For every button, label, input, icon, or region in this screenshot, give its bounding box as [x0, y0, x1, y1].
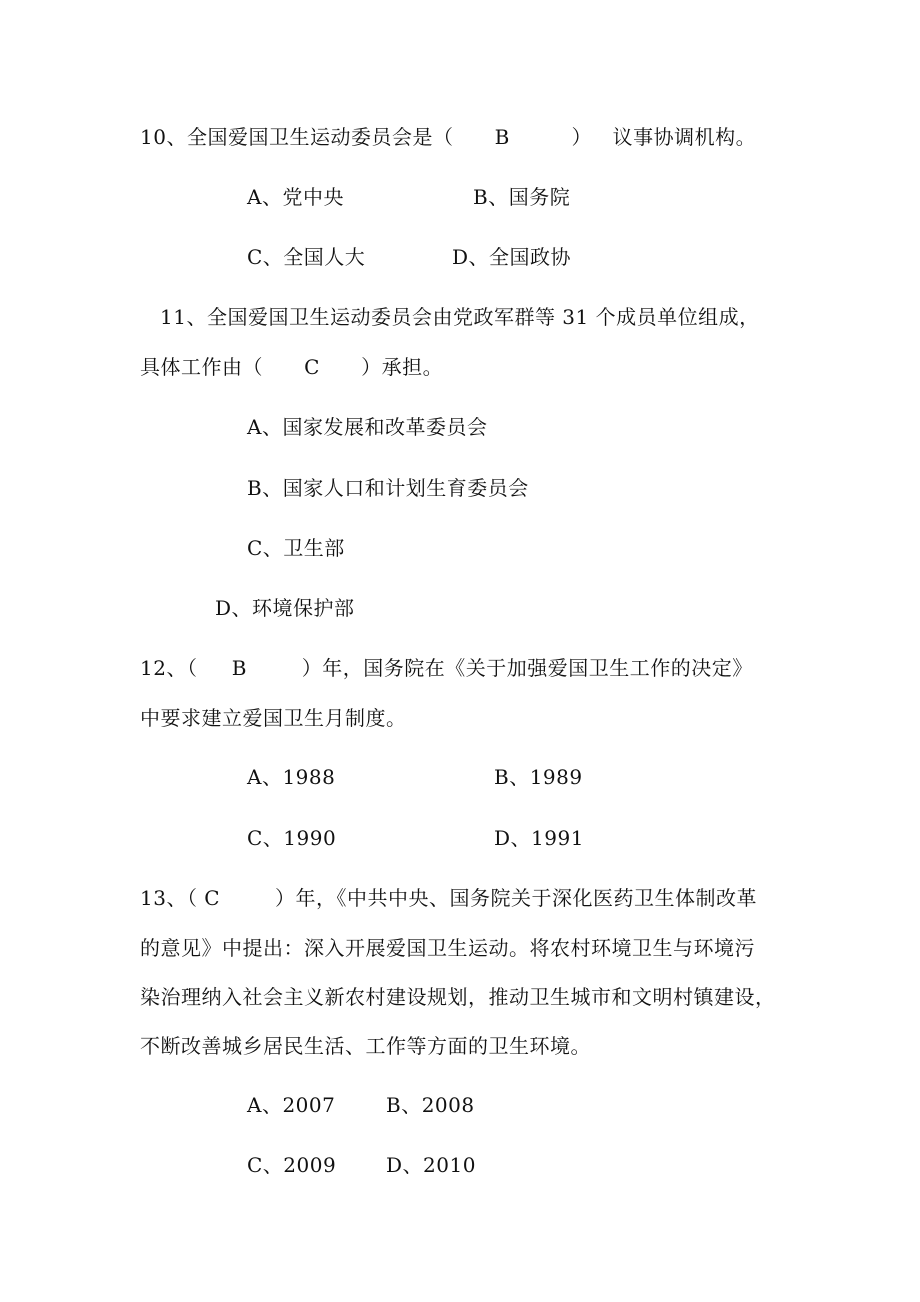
question-12-option-c: C、1990 [247, 826, 337, 850]
question-13-stem-line1: 13、（ C ）年，《中共中央、国务院关于深化医药卫生体制改革 [140, 886, 757, 910]
question-11-stem-line2: 具体工作由（ C ）承担。 [140, 355, 444, 379]
question-13-stem-line2: 的意见》中提出：深入开展爱国卫生运动。将农村环境卫生与环境污 [140, 936, 755, 960]
question-11-option-b: B、国家人口和计划生育委员会 [247, 476, 529, 500]
question-10-option-d: D、全国政协 [452, 245, 572, 269]
question-11-option-c: C、卫生部 [247, 536, 345, 560]
question-12-option-b: B、1989 [494, 765, 583, 789]
question-13-stem-line4: 不断改善城乡居民生活、工作等方面的卫生环境。 [140, 1034, 591, 1058]
question-10-option-c: C、全国人大 [247, 245, 366, 269]
question-13-option-a: A、2007 [247, 1093, 336, 1117]
question-13-option-d: D、2010 [386, 1153, 476, 1177]
question-13-stem-line3: 染治理纳入社会主义新农村建设规划，推动卫生城市和文明村镇建设， [140, 985, 776, 1009]
question-10-option-b: B、国务院 [473, 185, 571, 209]
question-13-option-b: B、2008 [386, 1093, 475, 1117]
question-12-option-a: A、1988 [247, 765, 336, 789]
question-10-option-a: A、党中央 [247, 185, 344, 209]
question-10-stem: 10、全国爱国卫生运动委员会是（ B ） 议事协调机构。 [140, 125, 757, 149]
question-11-stem-line1: 11、全国爱国卫生运动委员会由党政军群等 31 个成员单位组成， [160, 305, 760, 329]
question-12-option-d: D、1991 [494, 826, 584, 850]
question-12-stem-line1: 12、（ B ）年，国务院在《关于加强爱国卫生工作的决定》 [140, 656, 753, 680]
question-11-option-d: D、环境保护部 [215, 596, 355, 620]
question-11-option-a: A、国家发展和改革委员会 [247, 415, 488, 439]
question-13-option-c: C、2009 [247, 1153, 337, 1177]
question-12-stem-line2: 中要求建立爱国卫生月制度。 [140, 706, 407, 730]
